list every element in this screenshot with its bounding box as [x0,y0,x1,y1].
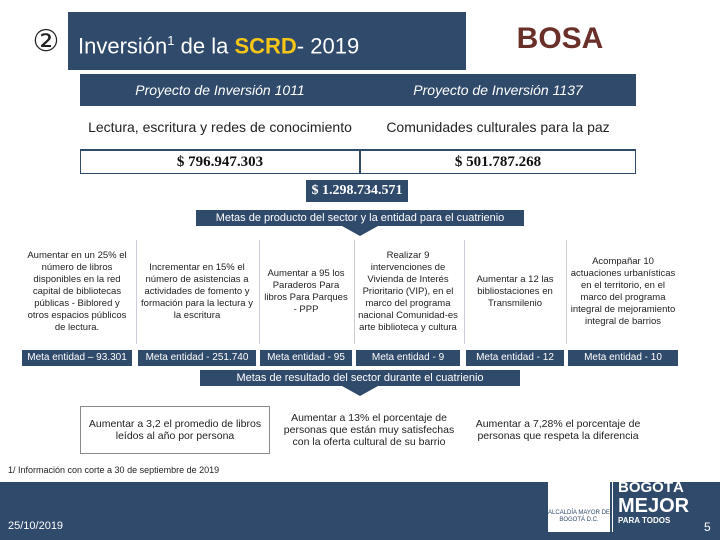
page-title [68,12,466,70]
title-suffix: - 2019 [296,33,360,59]
goal-6-value: Meta entidad - 10 [568,350,678,366]
goal-2-text: Incrementar en 15% el número de asistencias a actividades de fomento y formación para la lectura y la escritura [141,262,253,321]
goal-divider [464,240,465,344]
logo-line-1: BOGOTÁ [618,479,684,496]
goal-2-value: Meta entidad - 251.740 [138,350,256,366]
result-goals-band: Metas de resultado del sector durante el cuatrienio [200,370,520,386]
project-2-name: Comunidades culturales para la paz [360,106,636,150]
goal-1-text: Aumentar en un 25% el número de libros disponibles en la red capital de bibliotecas públicas - Biblored y otros espacios públicos de lectura. [27,250,127,333]
project-1-cost: $ 796.947.303 [80,150,360,174]
page-number: 5 [704,520,711,534]
product-goals-band: Metas de producto del sector y la entidad para el cuatrienio [196,210,524,226]
goal-4-text: Realizar 9 intervenciones de Vivienda de Interés Prioritario (VIP), en el marco del programa nacional Comunidad-es arte biblioteca y cultura [358,250,458,333]
project-1-name: Lectura, escritura y redes de conocimiento [80,106,360,150]
footnote: 1/ Información con corte a 30 de septiembre de 2019 [8,465,220,475]
goal-3-value: Meta entidad - 95 [260,350,352,366]
section-number-badge: ② [32,25,60,58]
goal-5-text: Aumentar a 12 las bibliostaciones en Transmilenio [476,274,554,309]
total-investment: $ 1.298.734.571 [306,180,408,202]
goal-5-value: Meta entidad - 12 [466,350,564,366]
goal-divider [354,240,355,344]
result-2: Aumentar a 13% el porcentaje de personas que están muy satisfechas con la oferta cultural de su barrio [283,412,455,448]
date: 25/10/2019 [8,520,64,532]
title-mid: de la [174,33,235,59]
title-footnote-marker: 1 [167,33,175,48]
result-1: Aumentar a 3,2 el promedio de libros leídos al año por persona [80,406,270,454]
goal-4-value: Meta entidad - 9 [356,350,460,366]
bogota-mejor-logo [618,480,698,532]
result-3: Aumentar a 7,28% el porcentaje de personas que respeta la diferencia [475,418,641,442]
project-2-cost: $ 501.787.268 [360,150,636,174]
logo-divider [612,480,613,532]
down-arrow-icon [342,386,378,396]
project-2-header: Proyecto de Inversión 1137 [360,74,636,106]
goal-6-text: Acompañar 10 actuaciones urbanísticas en el territorio, en el marco del programa integral de mejoramiento integral de barrios [570,256,676,327]
goal-divider [136,240,137,344]
goal-3-text: Aumentar a 95 los Paraderos Para libros Para Parques - PPP [264,268,348,315]
down-arrow-icon [342,226,378,236]
goal-divider [566,240,567,344]
alcaldia-logo-text: ALCALDÍA MAYOR DE BOGOTÁ D.C. [548,510,610,523]
project-1-header: Proyecto de Inversión 1011 [80,74,360,106]
logo-line-2: MEJOR [618,495,690,517]
locality-title: BOSA [516,22,604,55]
logo-line-3: PARA TODOS [618,516,671,525]
goal-1-value: Meta entidad – 93.301 [22,350,132,366]
title-highlight: SCRD [234,33,297,59]
title-prefix: Inversión [78,33,168,59]
alcaldia-logo [548,480,610,532]
